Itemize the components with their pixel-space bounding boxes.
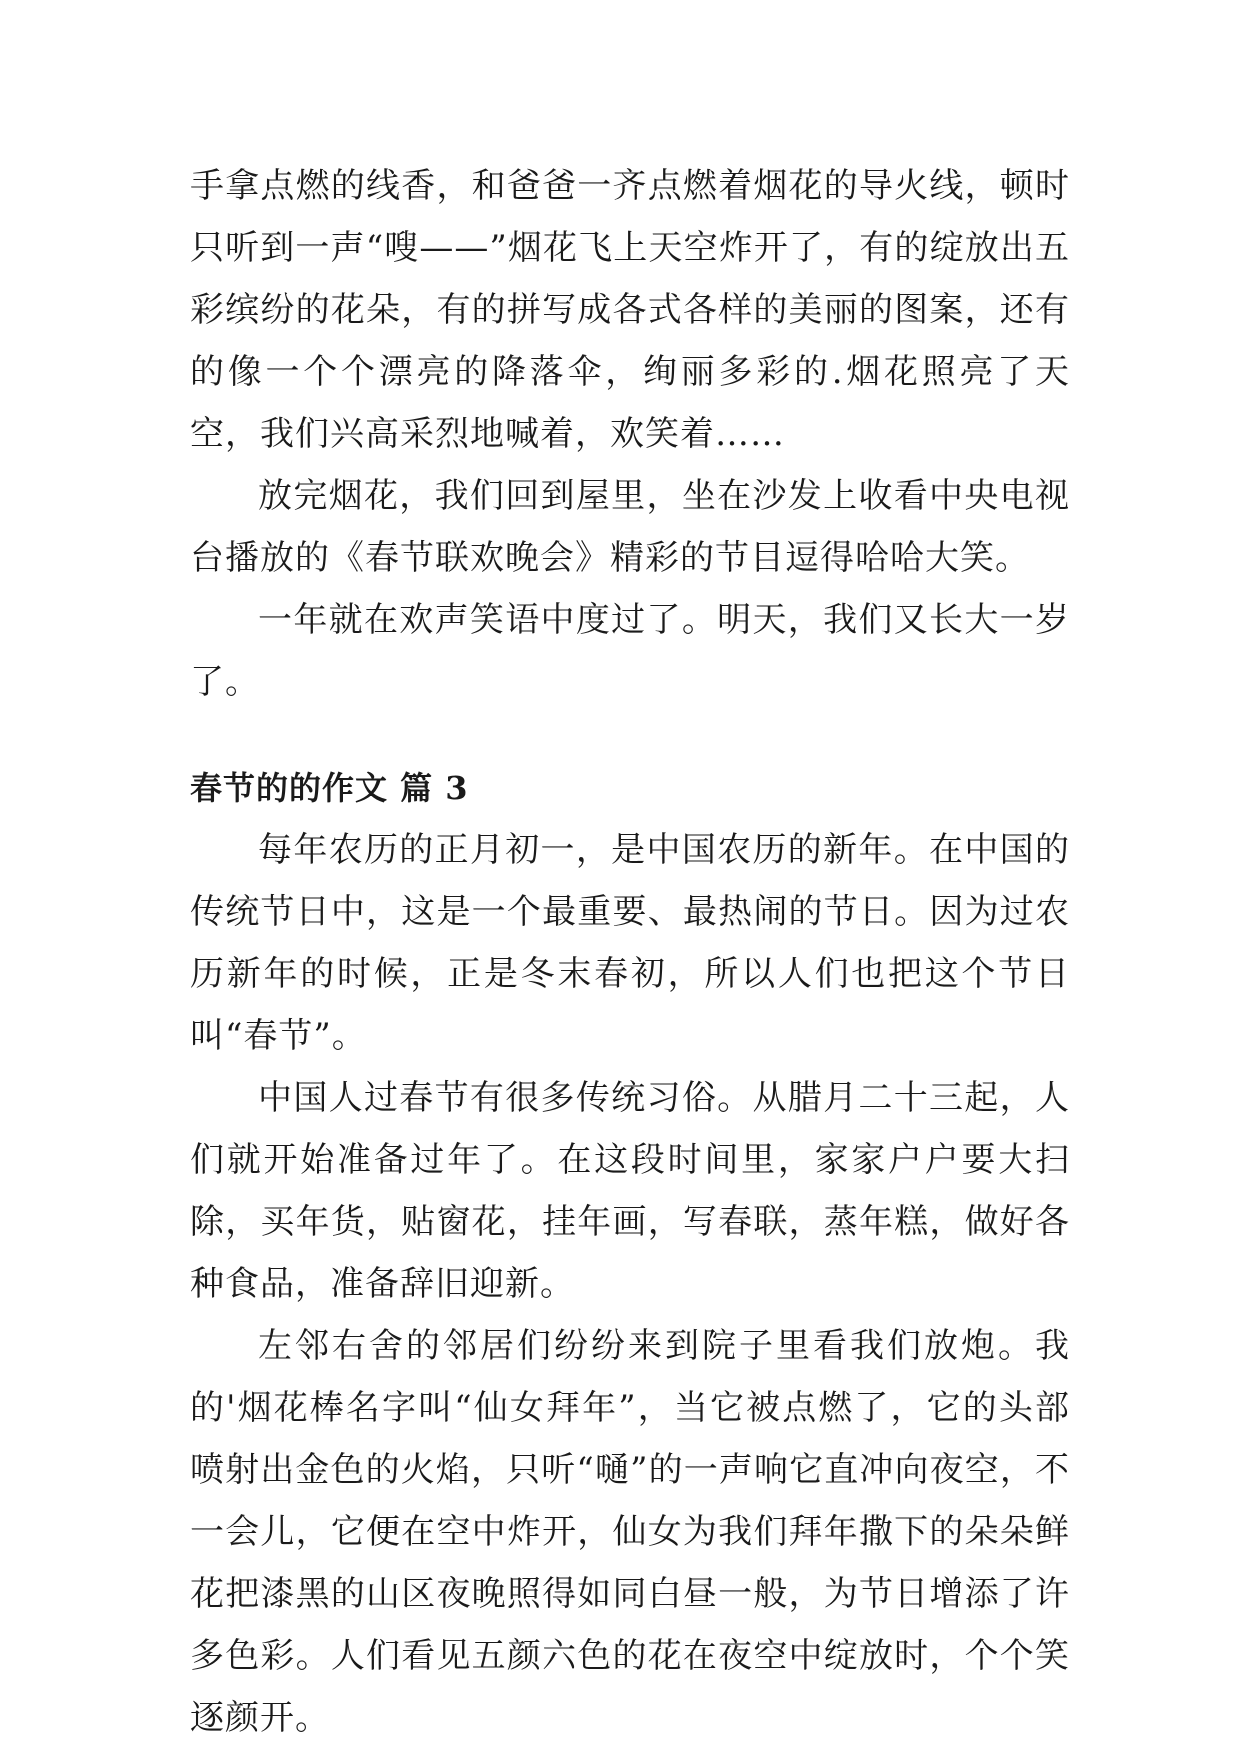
paragraph-new-year-intro: 每年农历的正月初一，是中国农历的新年。在中国的传统节日中，这是一个最重要、最热闹的节日。因为过农历新年的时候，正是冬末春初，所以人们也把这个节日叫“春节”。 <box>190 830 1070 1056</box>
document-body <box>190 155 1070 1749</box>
paragraph-customs: 中国人过春节有很多传统习俗。从腊月二十三起，人们就开始准备过年了。在这段时间里，家家户户要大扫除，买年货，贴窗花，挂年画，写春联，蒸年糕，做好各种食品，准备辞旧迎新。 <box>190 1078 1070 1304</box>
paragraph-gala-watching: 放完烟花，我们回到屋里，坐在沙发上收看中央电视台播放的《春节联欢晚会》精彩的节目逗得哈哈大笑。 <box>190 476 1070 578</box>
section-title: 春节的的作文 篇 3 <box>190 769 469 807</box>
paragraph-fireworks-wand: 左邻右舍的邻居们纷纷来到院子里看我们放炮。我的'烟花棒名字叫“仙女拜年”，当它被点燃了，它的头部喷射出金色的火焰，只听“嗵”的一声响它直冲向夜空，不一会儿，它便在空中炸开，仙女为我们拜年撒下的朵朵鲜花把漆黑的山区夜晚照得如同白昼一般，为节日增添了许多色彩。人们看见五颜六色的花在夜空中绽放时，个个笑逐颜开。 <box>190 1326 1070 1738</box>
paragraph-continued-fireworks: 手拿点燃的线香，和爸爸一齐点燃着烟花的导火线，顿时只听到一声“嗖——”烟花飞上天空炸开了，有的绽放出五彩缤纷的花朵，有的拼写成各式各样的美丽的图案，还有的像一个个漂亮的降落伞，绚丽多彩的.烟花照亮了天空，我们兴高采烈地喊着，欢笑着…… <box>190 166 1070 454</box>
paragraph-year-passes: 一年就在欢声笑语中度过了。明天，我们又长大一岁了。 <box>190 600 1070 702</box>
